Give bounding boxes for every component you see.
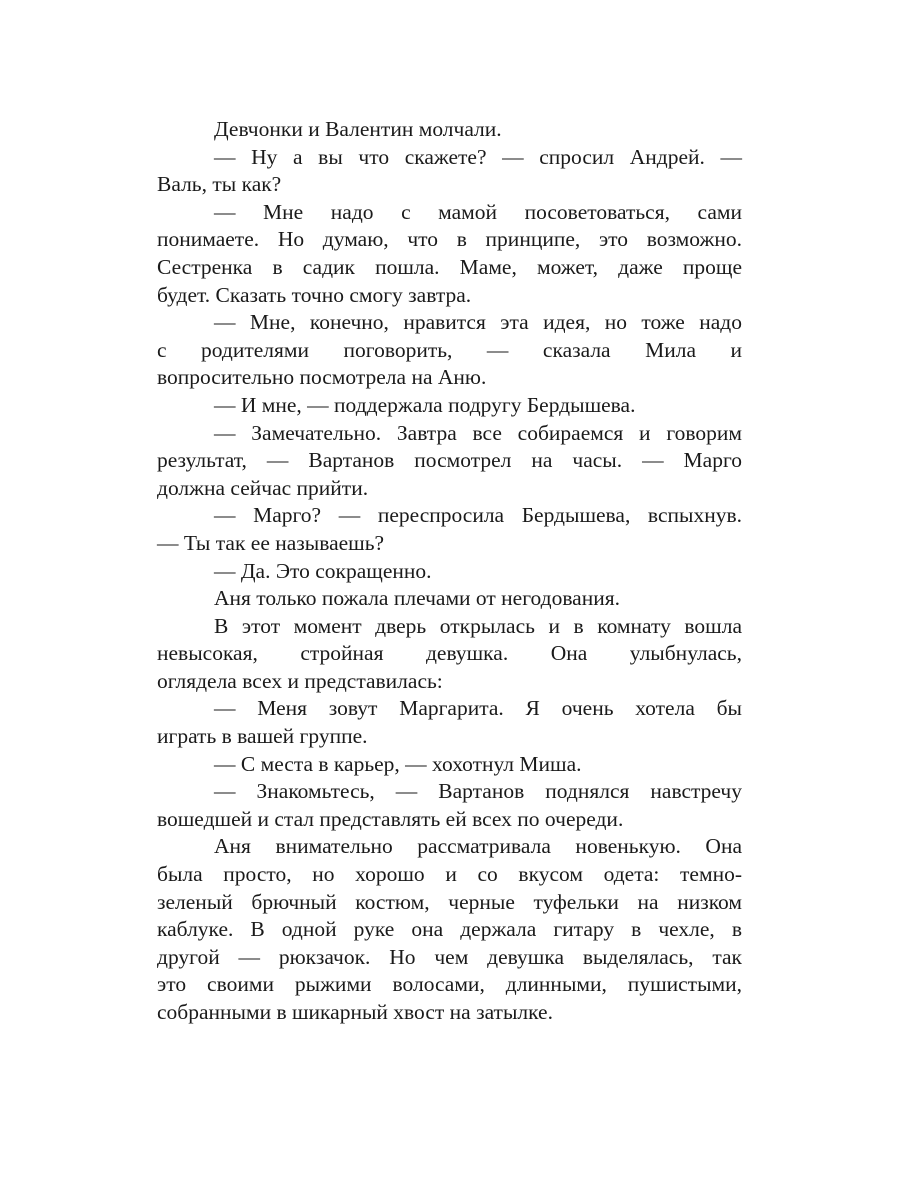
text-line: понимаете. Но думаю, что в принципе, это возможно. bbox=[157, 227, 742, 252]
text-line: это своими рыжими волосами, длинными, пушистыми, bbox=[157, 972, 742, 997]
text-line: Аня только пожала плечами от негодования. bbox=[214, 586, 621, 611]
text-line: — Знакомьтесь, — Вартанов поднялся навстречу bbox=[214, 779, 742, 804]
text-line: — Замечательно. Завтра все собираемся и говорим bbox=[214, 420, 742, 445]
text-line: — Ну а вы что скажете? — спросил Андрей. — bbox=[214, 144, 742, 169]
text-line: результат, — Вартанов посмотрел на часы. — Марго bbox=[157, 448, 742, 473]
text-line: — Да. Это сокращенно. bbox=[214, 558, 432, 583]
text-line: — Мне надо с мамой посоветоваться, сами bbox=[214, 199, 742, 224]
text-line: зеленый брючный костюм, черные туфельки на низком bbox=[157, 889, 742, 914]
text-line: Девчонки и Валентин молчали. bbox=[214, 117, 502, 141]
text-line: другой — рюкзачок. Но чем девушка выделялась, так bbox=[157, 944, 742, 969]
text-line: вопросительно посмотрела на Аню. bbox=[157, 365, 487, 390]
text-line: Аня внимательно рассматривала новенькую. Она bbox=[214, 834, 742, 859]
text-line: — Меня зовут Маргарита. Я очень хотела бы bbox=[214, 696, 742, 721]
text-line: с родителями поговорить, — сказала Мила и bbox=[157, 337, 742, 362]
text-line: — Марго? — переспросила Бердышева, вспыхнув. bbox=[214, 503, 742, 528]
text-line: оглядела всех и представилась: bbox=[157, 668, 443, 693]
text-line: собранными в шикарный хвост на затылке. bbox=[157, 1000, 553, 1024]
text-line: вошедшей и стал представлять ей всех по очереди. bbox=[157, 806, 624, 831]
text-line: играть в вашей группе. bbox=[157, 724, 368, 749]
text-line: невысокая, стройная девушка. Она улыбнулась, bbox=[157, 641, 742, 666]
text-line: должна сейчас прийти. bbox=[157, 475, 369, 500]
text-line: Сестренка в садик пошла. Маме, может, даже проще bbox=[157, 254, 742, 279]
text-line: будет. Сказать точно смогу завтра. bbox=[157, 282, 472, 307]
text-line: — Ты так ее называешь? bbox=[157, 530, 385, 555]
text-line: была просто, но хорошо и со вкусом одета: темно- bbox=[157, 862, 742, 887]
text-line: — Мне, конечно, нравится эта идея, но тоже надо bbox=[214, 310, 742, 335]
text-line: — С места в карьер, — хохотнул Миша. bbox=[214, 751, 582, 776]
text-line: каблуке. В одной руке она держала гитару в чехле, в bbox=[157, 917, 742, 942]
body-text bbox=[157, 116, 742, 1027]
text-line: Валь, ты как? bbox=[157, 172, 282, 197]
text-line: — И мне, — поддержала подругу Бердышева. bbox=[214, 392, 636, 417]
text-line: В этот момент дверь открылась и в комнату вошла bbox=[214, 613, 742, 638]
